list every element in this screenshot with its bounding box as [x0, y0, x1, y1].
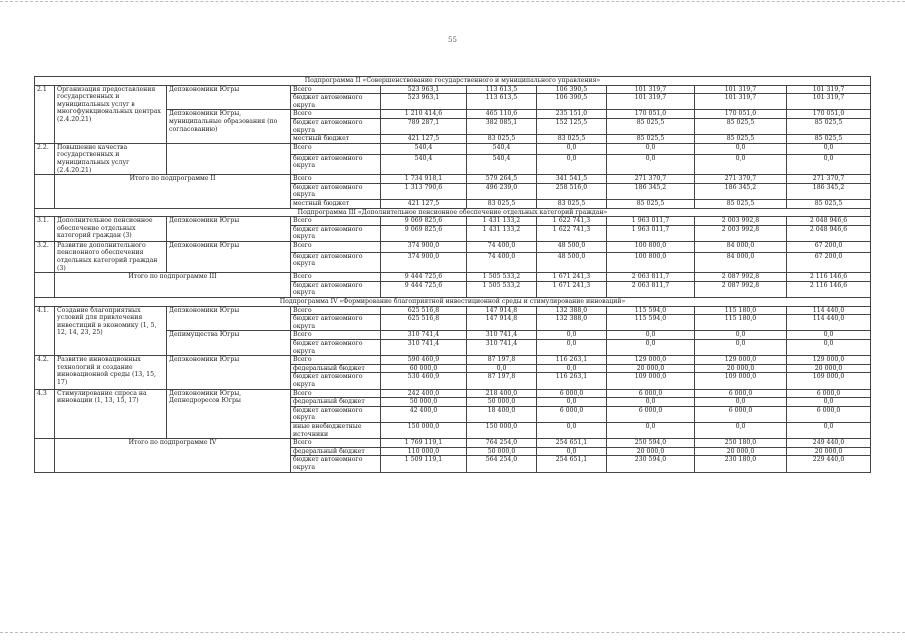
funding-source: бюджет автономного округа — [291, 456, 381, 472]
amount-cell: 540,4 — [381, 154, 467, 175]
amount-cell: 2 063 811,7 — [607, 273, 695, 282]
funding-source: Всего — [291, 143, 381, 154]
amount-cell: 0,0 — [607, 398, 695, 407]
page-number: 55 — [448, 36, 457, 44]
amount-cell: 310 741,4 — [467, 340, 537, 356]
total-label: Итого по подпрограмме III — [55, 273, 291, 298]
amount-cell: 764 254,0 — [467, 439, 537, 448]
funding-source: бюджет автономного округа — [291, 94, 381, 110]
amount-cell: 115 594,0 — [607, 306, 695, 315]
amount-cell: 1 505 533,2 — [467, 281, 537, 297]
amount-cell: 258 516,0 — [537, 183, 607, 199]
amount-cell: 2 003 992,8 — [695, 225, 787, 241]
row-index — [35, 273, 55, 298]
funding-source: Всего — [291, 273, 381, 282]
funding-source: Всего — [291, 356, 381, 365]
amount-cell: 0,0 — [537, 422, 607, 438]
measure-name: Организация предоставления государственных и муниципальных услуг в многофункциональных центрах (2.4.20.21) — [55, 85, 167, 143]
amount-cell: 0,0 — [787, 422, 871, 438]
amount-cell: 50 000,0 — [467, 398, 537, 407]
row-index: 3.2. — [35, 241, 55, 272]
amount-cell: 186 345,2 — [695, 183, 787, 199]
amount-cell: 1 313 790,6 — [381, 183, 467, 199]
table-row — [35, 439, 871, 448]
amount-cell: 2 087 992,8 — [695, 273, 787, 282]
amount-cell: 9 444 725,6 — [381, 281, 467, 297]
amount-cell: 0,0 — [787, 331, 871, 340]
amount-cell: 382 085,1 — [467, 118, 537, 134]
amount-cell: 540,4 — [467, 143, 537, 154]
amount-cell: 523 963,1 — [381, 94, 467, 110]
row-index: 4.1. — [35, 306, 55, 356]
amount-cell: 101 319,7 — [787, 85, 871, 94]
amount-cell: 0,0 — [607, 143, 695, 154]
measure-name: Развитие дополнительного пенсионного обеспечения отдельных категорий граждан (3) — [55, 241, 167, 272]
funding-source: Всего — [291, 439, 381, 448]
amount-cell: 109 000,0 — [695, 373, 787, 389]
amount-cell: 9 069 825,6 — [381, 225, 467, 241]
amount-cell: 106 390,5 — [537, 85, 607, 94]
amount-cell: 74 400,0 — [467, 252, 537, 273]
row-index — [35, 175, 55, 208]
amount-cell: 101 319,7 — [695, 94, 787, 110]
amount-cell: 9 069 825,6 — [381, 217, 467, 226]
amount-cell: 85 025,5 — [695, 199, 787, 208]
amount-cell: 129 000,0 — [787, 356, 871, 365]
amount-cell: 85 025,5 — [695, 118, 787, 134]
measure-name: Развитие инновационных технологий и создание инновационной среды (13, 15, 17) — [55, 356, 167, 389]
amount-cell: 1 963 011,7 — [607, 217, 695, 226]
budget-table — [34, 76, 871, 473]
amount-cell: 1 734 918,1 — [381, 175, 467, 184]
amount-cell: 101 319,7 — [787, 94, 871, 110]
row-index: 4.2. — [35, 356, 55, 389]
amount-cell: 170 051,0 — [607, 110, 695, 119]
amount-cell: 6 000,0 — [787, 406, 871, 422]
amount-cell: 310 741,4 — [381, 340, 467, 356]
section-title: Подпрограмма IV «Формирование благоприятной инвестиционной среды и стимулирование инноваций» — [35, 298, 871, 307]
amount-cell: 60 000,0 — [381, 364, 467, 373]
funding-source: федеральный бюджет — [291, 398, 381, 407]
measure-name: Создание благоприятных условий для привлечения инвестиций в экономику (1, 5, 12, 14, 23, 25) — [55, 306, 167, 356]
executor: Депэкономики Югры — [167, 217, 291, 242]
table-row — [35, 389, 871, 398]
amount-cell: 271 370,7 — [787, 175, 871, 184]
row-index: 2.2. — [35, 143, 55, 174]
amount-cell: 235 151,0 — [537, 110, 607, 119]
amount-cell: 1 622 741,3 — [537, 225, 607, 241]
funding-source: бюджет автономного округа — [291, 225, 381, 241]
table-row — [35, 356, 871, 365]
amount-cell: 523 963,1 — [381, 85, 467, 94]
amount-cell: 100 800,0 — [607, 241, 695, 252]
amount-cell: 1 431 133,2 — [467, 217, 537, 226]
amount-cell: 6 000,0 — [537, 389, 607, 398]
table-row — [35, 175, 871, 184]
amount-cell: 48 500,0 — [537, 241, 607, 252]
amount-cell: 132 388,0 — [537, 306, 607, 315]
amount-cell: 0,0 — [537, 340, 607, 356]
measure-name: Дополнительное пенсионное обеспечение отдельных категорий граждан (3) — [55, 217, 167, 242]
amount-cell: 67 200,0 — [787, 252, 871, 273]
funding-source: бюджет автономного округа — [291, 118, 381, 134]
funding-source: бюджет автономного округа — [291, 183, 381, 199]
amount-cell: 0,0 — [787, 398, 871, 407]
amount-cell: 150 000,0 — [381, 422, 467, 438]
table-row — [35, 306, 871, 315]
amount-cell: 310 741,4 — [381, 331, 467, 340]
table-row — [35, 217, 871, 226]
measure-name: Стимулирование спроса на инновации (1, 13, 15, 17) — [55, 389, 167, 439]
executor: Депэкономики Югры — [167, 306, 291, 331]
amount-cell: 229 440,0 — [787, 456, 871, 472]
amount-cell: 0,0 — [537, 143, 607, 154]
amount-cell: 250 180,0 — [695, 439, 787, 448]
amount-cell: 0,0 — [695, 154, 787, 175]
table-row — [35, 241, 871, 252]
amount-cell: 496 239,0 — [467, 183, 537, 199]
funding-source: Всего — [291, 175, 381, 184]
amount-cell: 0,0 — [607, 154, 695, 175]
amount-cell: 9 444 725,6 — [381, 273, 467, 282]
amount-cell: 421 127,5 — [381, 135, 467, 144]
amount-cell: 421 127,5 — [381, 199, 467, 208]
amount-cell: 50 000,0 — [467, 447, 537, 456]
amount-cell: 101 319,7 — [607, 85, 695, 94]
amount-cell: 1 509 119,1 — [381, 456, 467, 472]
section-title: Подпрограмма II «Совершенствование государственного и муниципального управления» — [35, 77, 871, 86]
amount-cell: 115 180,0 — [695, 315, 787, 331]
table-row — [35, 85, 871, 94]
amount-cell: 152 125,5 — [537, 118, 607, 134]
amount-cell: 115 180,0 — [695, 306, 787, 315]
executor: Депэкономики Югры, муниципальные образования (по согласованию) — [167, 110, 291, 143]
amount-cell: 85 025,5 — [787, 135, 871, 144]
section-row — [35, 208, 871, 217]
amount-cell: 1 671 241,3 — [537, 273, 607, 282]
amount-cell: 0,0 — [607, 331, 695, 340]
amount-cell: 374 900,0 — [381, 241, 467, 252]
amount-cell: 2 063 811,7 — [607, 281, 695, 297]
row-index — [35, 439, 55, 472]
amount-cell: 0,0 — [537, 331, 607, 340]
amount-cell: 48 500,0 — [537, 252, 607, 273]
amount-cell: 115 594,0 — [607, 315, 695, 331]
amount-cell: 85 025,5 — [607, 199, 695, 208]
funding-source: Всего — [291, 217, 381, 226]
section-row — [35, 77, 871, 86]
section-title: Подпрограмма III «Дополнительное пенсионное обеспечение отдельных категорий граждан» — [35, 208, 871, 217]
amount-cell: 109 000,0 — [787, 373, 871, 389]
amount-cell: 0,0 — [467, 364, 537, 373]
amount-cell: 129 000,0 — [695, 356, 787, 365]
amount-cell: 83 025,5 — [537, 135, 607, 144]
amount-cell: 0,0 — [695, 422, 787, 438]
amount-cell: 230 594,0 — [607, 456, 695, 472]
funding-source: местный бюджет — [291, 199, 381, 208]
amount-cell: 0,0 — [787, 340, 871, 356]
row-index: 4.3 — [35, 389, 55, 439]
funding-source: Всего — [291, 85, 381, 94]
amount-cell: 106 390,5 — [537, 94, 607, 110]
amount-cell: 250 594,0 — [607, 439, 695, 448]
funding-source: федеральный бюджет — [291, 364, 381, 373]
amount-cell: 0,0 — [537, 398, 607, 407]
amount-cell: 1 622 741,3 — [537, 217, 607, 226]
scan-bottom-edge — [0, 632, 905, 633]
row-index: 3.1. — [35, 217, 55, 242]
amount-cell: 20 000,0 — [695, 364, 787, 373]
amount-cell: 87 197,8 — [467, 373, 537, 389]
funding-source: местный бюджет — [291, 135, 381, 144]
amount-cell: 254 651,1 — [537, 439, 607, 448]
amount-cell: 170 051,0 — [787, 110, 871, 119]
amount-cell: 20 000,0 — [695, 447, 787, 456]
table-row — [35, 143, 871, 154]
amount-cell: 271 370,7 — [607, 175, 695, 184]
total-label: Итого по подпрограмме IV — [55, 439, 291, 472]
amount-cell: 83 025,5 — [467, 135, 537, 144]
amount-cell: 465 110,6 — [467, 110, 537, 119]
executor: Депэкономики Югры — [167, 356, 291, 389]
amount-cell: 110 000,0 — [381, 447, 467, 456]
amount-cell: 50 000,0 — [381, 398, 467, 407]
funding-source: бюджет автономного округа — [291, 340, 381, 356]
amount-cell: 2 003 992,8 — [695, 217, 787, 226]
amount-cell: 109 000,0 — [607, 373, 695, 389]
funding-source: Всего — [291, 331, 381, 340]
amount-cell: 0,0 — [537, 447, 607, 456]
amount-cell: 85 025,5 — [787, 118, 871, 134]
amount-cell: 6 000,0 — [607, 406, 695, 422]
amount-cell: 87 197,8 — [467, 356, 537, 365]
amount-cell: 218 400,0 — [467, 389, 537, 398]
amount-cell: 2 087 992,8 — [695, 281, 787, 297]
total-label: Итого по подпрограмме II — [55, 175, 291, 208]
amount-cell: 564 254,0 — [467, 456, 537, 472]
funding-source: Всего — [291, 241, 381, 252]
funding-source: федеральный бюджет — [291, 447, 381, 456]
amount-cell: 789 287,1 — [381, 118, 467, 134]
funding-source: иные внебюджетные источники — [291, 422, 381, 438]
amount-cell: 0,0 — [787, 143, 871, 154]
amount-cell: 2 048 946,6 — [787, 217, 871, 226]
amount-cell: 113 613,5 — [467, 94, 537, 110]
funding-source: бюджет автономного округа — [291, 315, 381, 331]
amount-cell: 0,0 — [695, 143, 787, 154]
amount-cell: 85 025,5 — [695, 135, 787, 144]
amount-cell: 85 025,5 — [607, 135, 695, 144]
amount-cell: 310 741,4 — [467, 331, 537, 340]
amount-cell: 101 319,7 — [695, 85, 787, 94]
amount-cell: 20 000,0 — [787, 447, 871, 456]
amount-cell: 6 000,0 — [695, 406, 787, 422]
amount-cell: 0,0 — [537, 364, 607, 373]
amount-cell: 6 000,0 — [537, 406, 607, 422]
funding-source: Всего — [291, 389, 381, 398]
amount-cell: 374 900,0 — [381, 252, 467, 273]
amount-cell: 530 460,9 — [381, 373, 467, 389]
funding-source: бюджет автономного округа — [291, 373, 381, 389]
section-row — [35, 298, 871, 307]
amount-cell: 84 000,0 — [695, 241, 787, 252]
amount-cell: 132 388,0 — [537, 315, 607, 331]
amount-cell: 6 000,0 — [695, 389, 787, 398]
amount-cell: 579 264,5 — [467, 175, 537, 184]
amount-cell: 1 210 414,6 — [381, 110, 467, 119]
amount-cell: 1 769 119,1 — [381, 439, 467, 448]
amount-cell: 101 319,7 — [607, 94, 695, 110]
executor — [167, 143, 291, 174]
amount-cell: 150 000,0 — [467, 422, 537, 438]
amount-cell: 42 400,0 — [381, 406, 467, 422]
measure-name: Повышение качества государственных и муниципальных услуг (2.4.20.21) — [55, 143, 167, 174]
amount-cell: 0,0 — [607, 340, 695, 356]
amount-cell: 2 116 146,6 — [787, 281, 871, 297]
amount-cell: 540,4 — [467, 154, 537, 175]
funding-source: бюджет автономного округа — [291, 406, 381, 422]
amount-cell: 0,0 — [695, 340, 787, 356]
amount-cell: 85 025,5 — [607, 118, 695, 134]
amount-cell: 186 345,2 — [607, 183, 695, 199]
amount-cell: 1 963 011,7 — [607, 225, 695, 241]
amount-cell: 1 671 241,3 — [537, 281, 607, 297]
amount-cell: 271 370,7 — [695, 175, 787, 184]
amount-cell: 114 440,0 — [787, 306, 871, 315]
amount-cell: 6 000,0 — [607, 389, 695, 398]
amount-cell: 6 000,0 — [787, 389, 871, 398]
funding-source: бюджет автономного округа — [291, 281, 381, 297]
amount-cell: 249 440,0 — [787, 439, 871, 448]
row-index: 2.1 — [35, 85, 55, 143]
amount-cell: 1 505 533,2 — [467, 273, 537, 282]
amount-cell: 1 431 133,2 — [467, 225, 537, 241]
amount-cell: 230 180,0 — [695, 456, 787, 472]
amount-cell: 83 025,5 — [537, 199, 607, 208]
amount-cell: 20 000,0 — [607, 364, 695, 373]
table-row — [35, 273, 871, 282]
amount-cell: 341 541,5 — [537, 175, 607, 184]
amount-cell: 0,0 — [787, 154, 871, 175]
amount-cell: 74 400,0 — [467, 241, 537, 252]
amount-cell: 186 345,2 — [787, 183, 871, 199]
amount-cell: 625 516,8 — [381, 315, 467, 331]
executor: Депимущества Югры — [167, 331, 291, 356]
amount-cell: 2 116 146,6 — [787, 273, 871, 282]
funding-source: бюджет автономного округа — [291, 252, 381, 273]
amount-cell: 0,0 — [695, 398, 787, 407]
amount-cell: 0,0 — [537, 154, 607, 175]
amount-cell: 113 613,5 — [467, 85, 537, 94]
amount-cell: 625 516,8 — [381, 306, 467, 315]
amount-cell: 147 914,8 — [467, 315, 537, 331]
executor: Депэкономики Югры, Депнедроресов Югры — [167, 389, 291, 439]
amount-cell: 114 440,0 — [787, 315, 871, 331]
amount-cell: 129 000,0 — [607, 356, 695, 365]
amount-cell: 20 000,0 — [787, 364, 871, 373]
executor: Депэкономики Югры — [167, 85, 291, 110]
amount-cell: 18 400,0 — [467, 406, 537, 422]
amount-cell: 100 800,0 — [607, 252, 695, 273]
amount-cell: 0,0 — [607, 422, 695, 438]
amount-cell: 254 651,1 — [537, 456, 607, 472]
amount-cell: 85 025,5 — [787, 199, 871, 208]
amount-cell: 242 400,0 — [381, 389, 467, 398]
scan-top-edge — [0, 1, 905, 2]
funding-source: Всего — [291, 306, 381, 315]
funding-source: бюджет автономного округа — [291, 154, 381, 175]
amount-cell: 147 914,8 — [467, 306, 537, 315]
amount-cell: 2 048 946,6 — [787, 225, 871, 241]
amount-cell: 170 051,0 — [695, 110, 787, 119]
amount-cell: 67 200,0 — [787, 241, 871, 252]
amount-cell: 84 000,0 — [695, 252, 787, 273]
executor: Депэкономики Югры — [167, 241, 291, 272]
amount-cell: 0,0 — [695, 331, 787, 340]
amount-cell: 116 263,1 — [537, 356, 607, 365]
amount-cell: 83 025,5 — [467, 199, 537, 208]
amount-cell: 116 263,1 — [537, 373, 607, 389]
amount-cell: 540,4 — [381, 143, 467, 154]
amount-cell: 590 460,9 — [381, 356, 467, 365]
funding-source: Всего — [291, 110, 381, 119]
amount-cell: 20 000,0 — [607, 447, 695, 456]
